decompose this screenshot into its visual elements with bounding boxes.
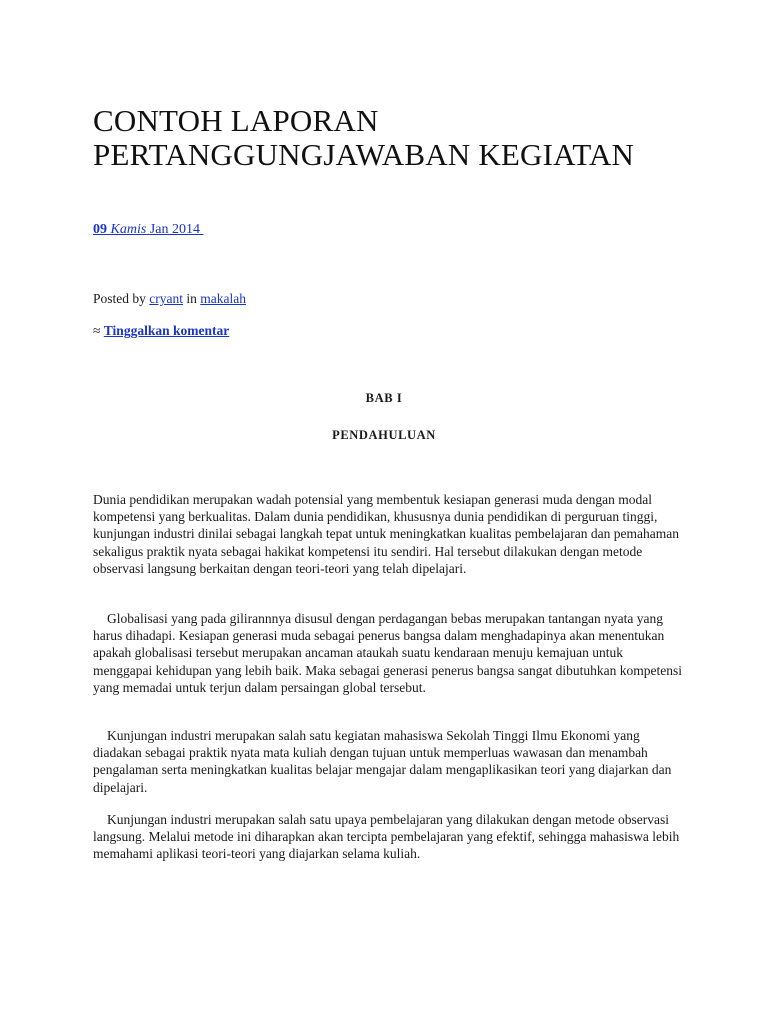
paragraph-2: Globalisasi yang pada gilirannnya disusul dengan perdagangan bebas merupakan tantangan nyata yang harus dihadapi. Kesiapan generasi muda sebagai penerus bangsa dalam menghadapinya akan menentukan apakah globalisasi tersebut merupakan ancaman ataukah suatu kendaraan menuju kemajuan untuk menggapai kehidupan yang lebih baik. Maka sebagai generasi penerus bangsa sangat dibutuhkan kompetensi yang memadai untuk terjun dalam persaingan global tersebut. [93, 611, 682, 695]
paragraph-3: Kunjungan industri merupakan salah satu kegiatan mahasiswa Sekolah Tinggi Ilmu Ekonomi yang diadakan sebagai praktik nyata mata kuliah dengan tujuan untuk memperluas wawasan dan menambah pengalaman serta meningkatkan kualitas belajar mengajar dalam mengaplikasikan teori yang diajarkan dan dipelajari. [93, 728, 672, 795]
post-title-line-1: CONTOH LAPORAN [93, 103, 379, 138]
post-byline [93, 290, 246, 308]
author-link[interactable]: cryant [149, 291, 183, 306]
post-title-line-2: PERTANGGUNGJAWABAN KEGIATAN [93, 137, 635, 172]
category-link[interactable]: makalah [200, 291, 246, 306]
paragraph-1: Dunia pendidikan merupakan wadah potensial yang membentuk kesiapan generasi muda dengan modal kompetensi yang berkualitas. Dalam dunia pendidikan, khususnya dunia pendidikan di perguruan tinggi, kunjungan industri dinilai sebagai langkah tepat untuk meningkatkan kualitas pembelajaran dan pemahaman sekaligus praktik nyata sebagai hakikat kompetensi itu sendiri. Hal tersebut dilakukan dengan metode observasi langsung berkaitan dengan teori-teori yang telah dipelajari. [93, 492, 679, 576]
date-weekday: Kamis [110, 222, 147, 237]
comment-row [93, 322, 229, 340]
leave-comment-link[interactable]: Tinggalkan komentar [103, 323, 230, 338]
in-label: in [186, 291, 197, 306]
posted-by-label: Posted by [93, 291, 146, 306]
post-date [93, 221, 203, 239]
post-date-link[interactable] [93, 222, 203, 237]
paragraph-4: Kunjungan industri merupakan salah satu upaya pembelajaran yang dilakukan dengan metode observasi langsung. Melalui metode ini diharapkan akan tercipta pembelajaran yang efektif, sehingga mahasiswa lebih memahami aplikasi teori-teori yang diajarkan selama kuliah. [93, 812, 680, 862]
chapter-title: PENDAHULUAN [332, 428, 436, 442]
date-month-year: Jan 2014 [149, 222, 200, 237]
post-title [93, 104, 713, 172]
chapter-label: BAB I [365, 391, 403, 405]
comment-icon: ≈ [93, 323, 101, 338]
date-day: 09 [93, 222, 107, 237]
